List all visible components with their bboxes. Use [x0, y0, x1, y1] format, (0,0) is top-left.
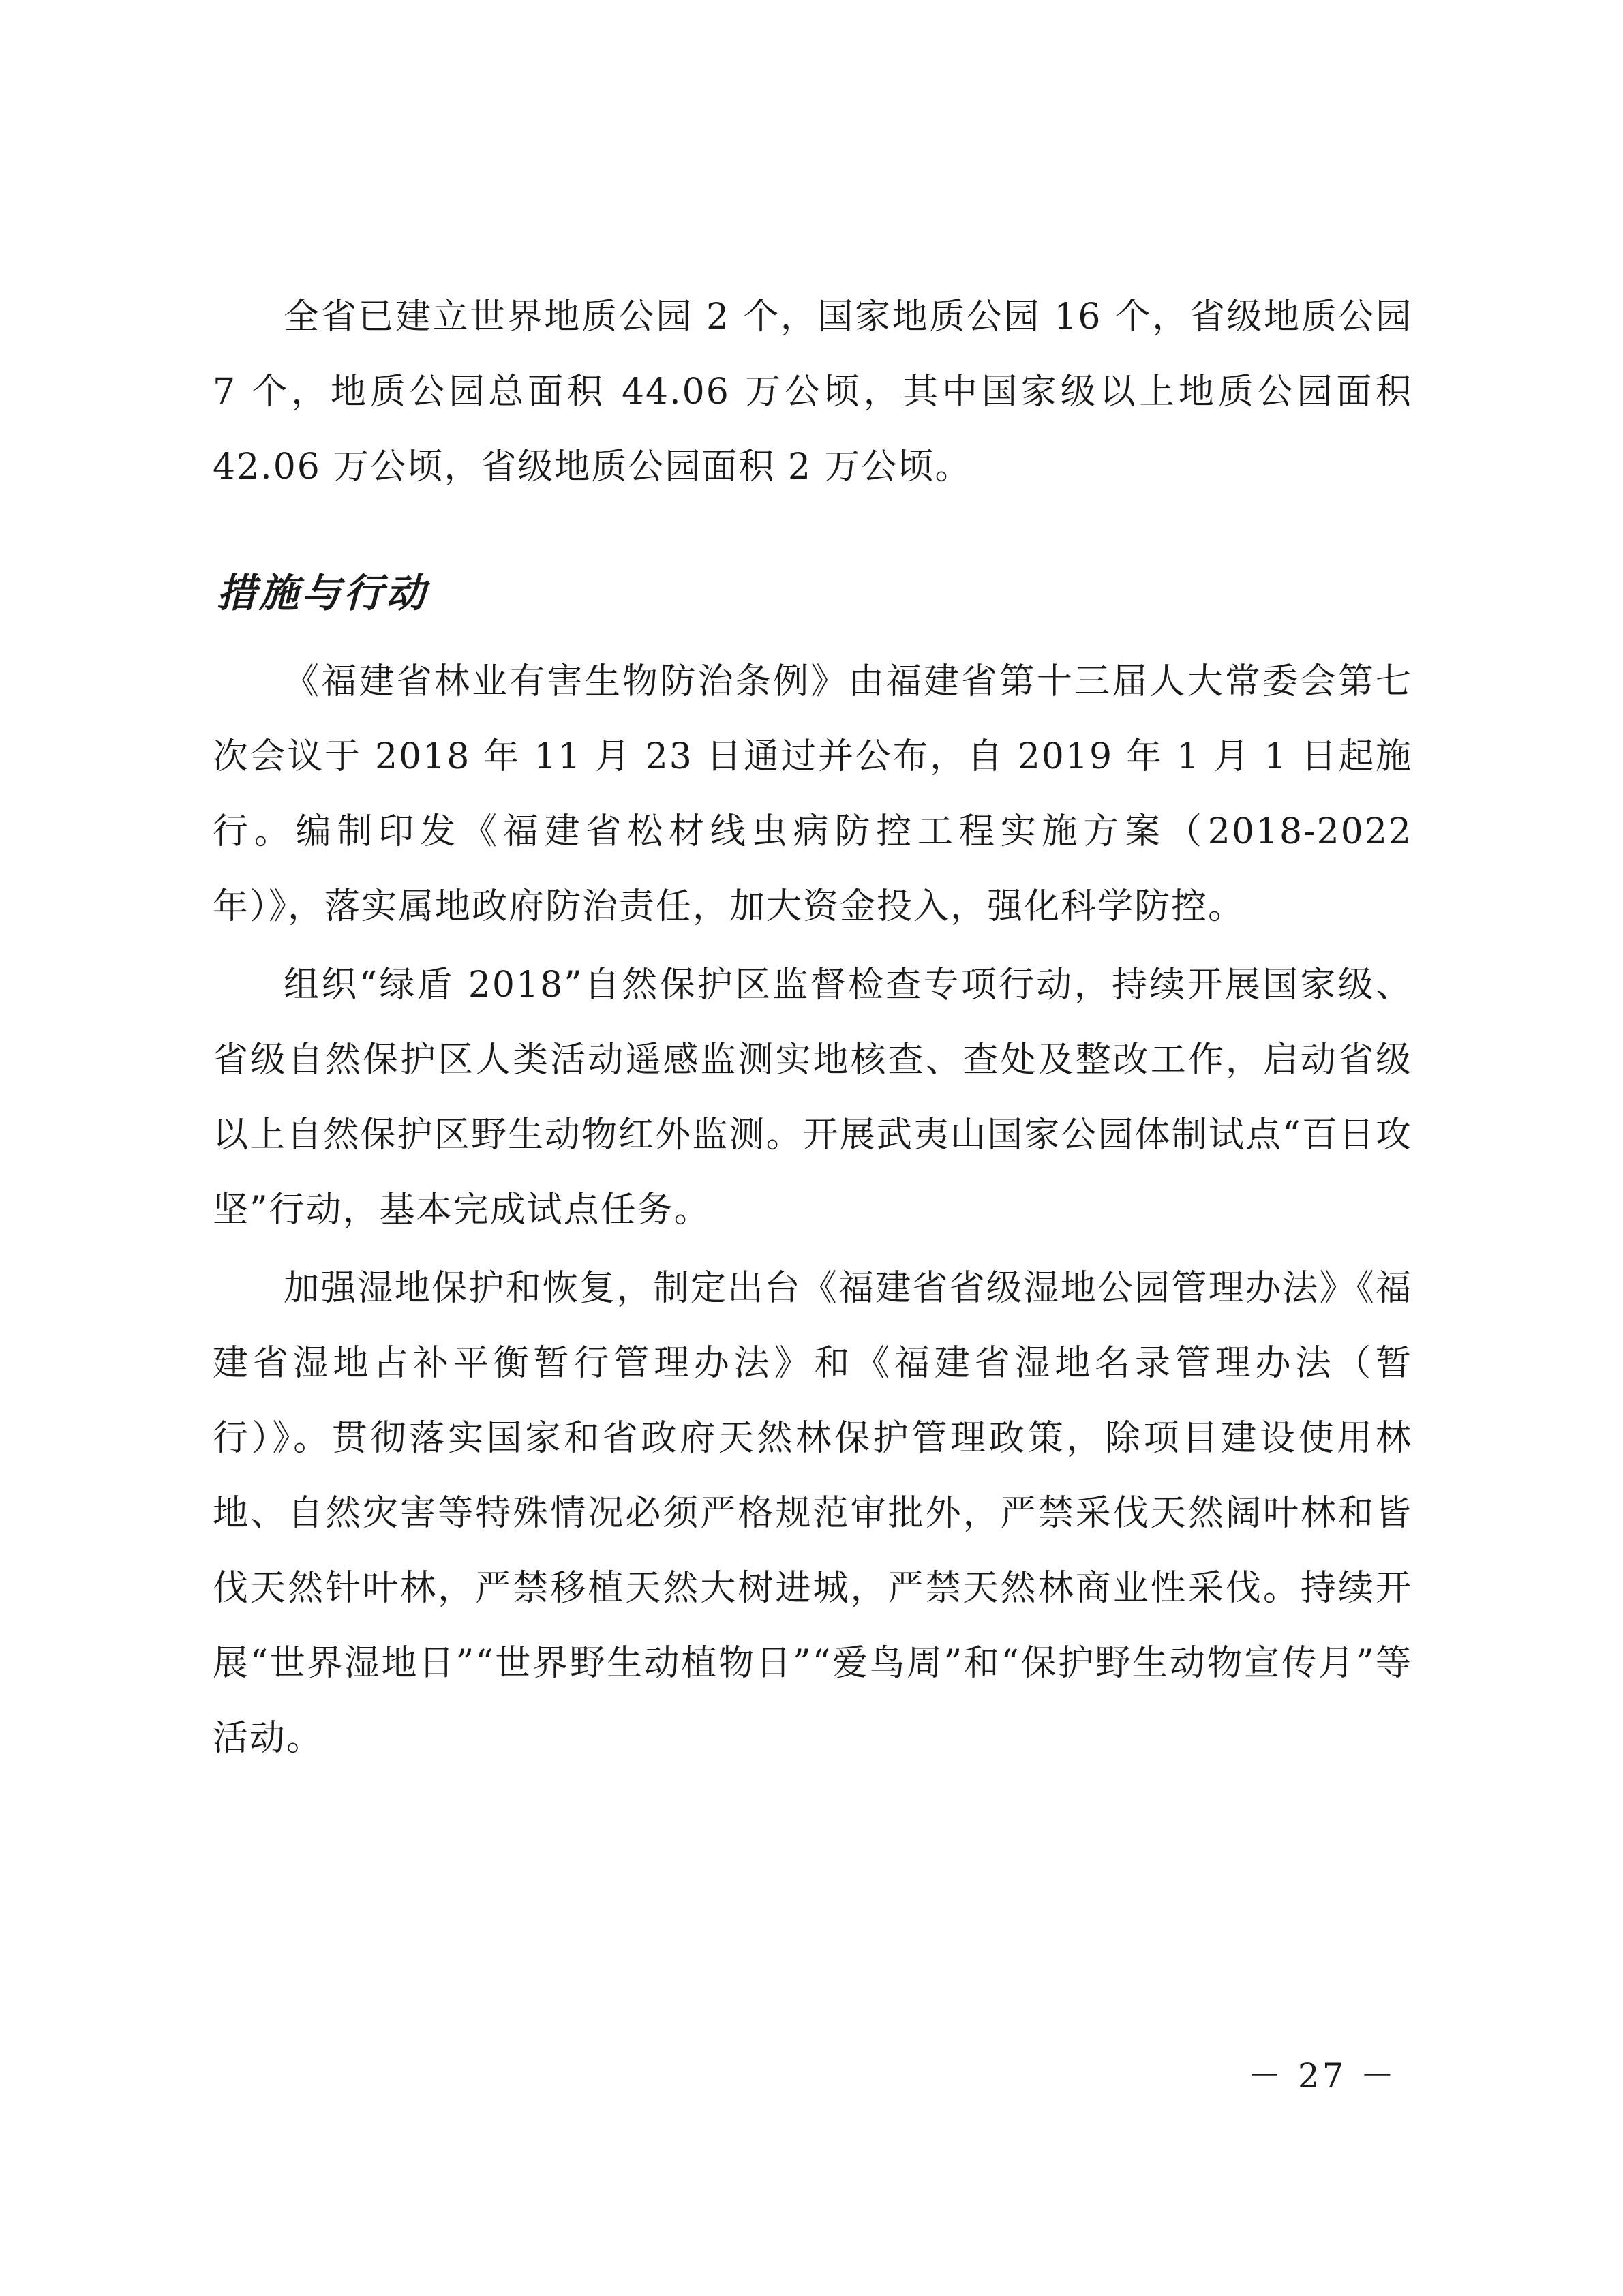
paragraph-wetland-protection: 加强湿地保护和恢复，制定出台《福建省省级湿地公园管理办法》《福建省湿地占补平衡暂行管理办法》和《福建省湿地名录管理办法（暂行）》。贯彻落实国家和省政府天然林保护管理政策，除项目建设使用林地、自然灾害等特殊情况必须严格规范审批外，严禁采伐天然阔叶林和皆伐天然针叶林，严禁移植天然大树进城，严禁天然林商业性采伐。持续开展“世界湿地日”“世界野生动植物日”“爱鸟周”和“保护野生动物宣传月”等活动。	[213, 1268, 1412, 1759]
paragraph-geopark-summary: 全省已建立世界地质公园 2 个，国家地质公园 16 个，省级地质公园 7 个，地质公园总面积 44.06 万公顷，其中国家级以上地质公园面积 42.06 万公顷，省级地质公园面积 2 万公顷。	[213, 297, 1412, 487]
paragraph-green-shield-action: 组织“绿盾 2018”自然保护区监督检查专项行动，持续开展国家级、省级自然保护区人类活动遥感监测实地核查、查处及整改工作，启动省级以上自然保护区野生动物红外监测。开展武夷山国家公园体制试点“百日攻坚”行动，基本完成试点任务。	[213, 965, 1412, 1230]
section-heading: 措施与行动	[217, 570, 429, 616]
page-number: － 27 －	[1247, 2056, 1397, 2096]
paragraph-pest-control-regulation: 《福建省林业有害生物防治条例》由福建省第十三届人大常委会第七次会议于 2018 年 11 月 23 日通过并公布，自 2019 年 1 月 1 日起施行。编制印发《福建省松材线虫病防控工程实施方案（2018-2022 年）》，落实属地政府防治责任，加大资金投入，强化科学防控。	[213, 661, 1412, 927]
